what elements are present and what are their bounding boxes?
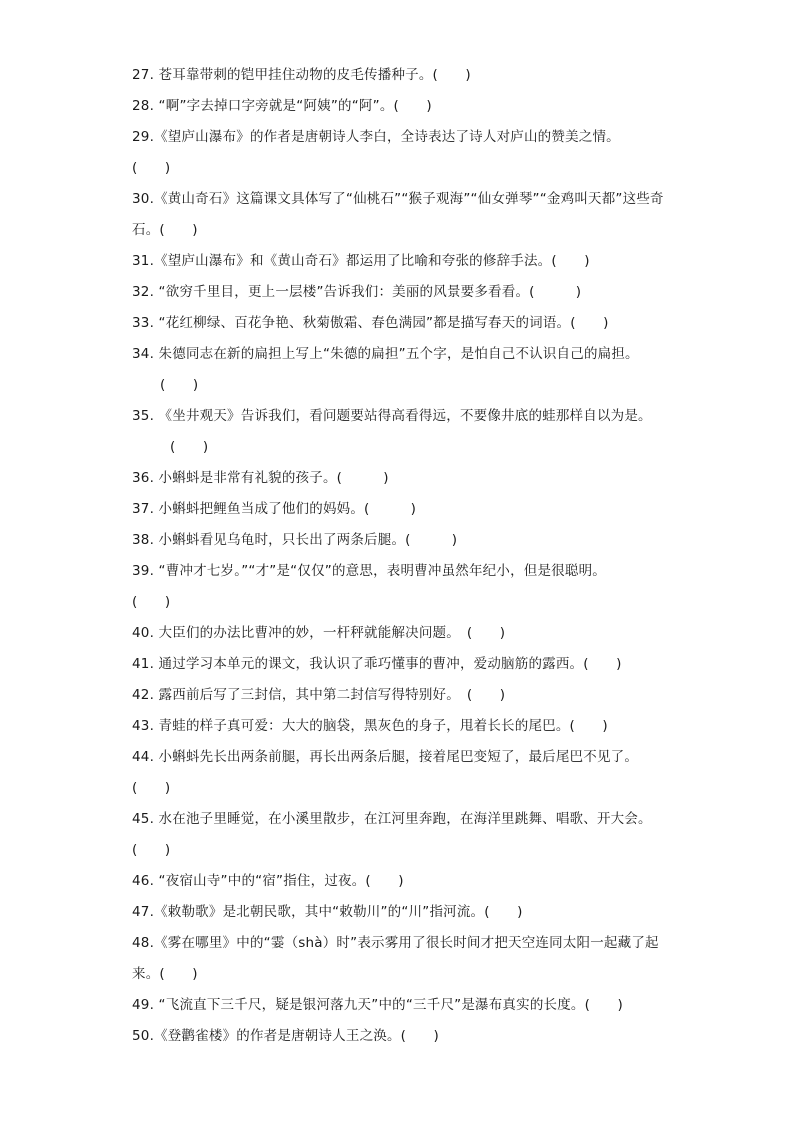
question-46: 46. “夜宿山寺”中的“宿”指住，过夜。( ) [132,873,404,889]
question-40: 40. 大臣们的办法比曹冲的妙，一杆秤就能解决问题。 ( ) [132,625,506,641]
question-35: 35. 《坐井观天》告诉我们，看问题要站得高看得远，不要像井底的蛙那样自以为是。 [132,408,652,424]
question-39-answer: ( ) [132,594,171,610]
question-34-answer: ( ) [160,377,199,393]
question-45: 45. 水在池子里睡觉，在小溪里散步，在江河里奔跑，在海洋里跳舞、唱歌、开大会。 [132,811,652,827]
question-29: 29.《望庐山瀑布》的作者是唐朝诗人李白，全诗表达了诗人对庐山的赞美之情。 [132,129,620,145]
question-49: 49. “飞流直下三千尺，疑是银河落九天”中的“三千尺”是瀑布真实的长度。( ) [132,997,623,1013]
question-35-answer: ( ) [170,439,209,455]
question-44-answer: ( ) [132,780,171,796]
question-43: 43. 青蛙的样子真可爱：大大的脑袋，黑灰色的身子，甩着长长的尾巴。( ) [132,718,608,734]
question-36: 36. 小蝌蚪是非常有礼貌的孩子。( ) [132,470,389,486]
question-38: 38. 小蝌蚪看见乌龟时，只长出了两条后腿。( ) [132,532,458,548]
question-42: 42. 露西前后写了三封信，其中第二封信写得特别好。 ( ) [132,687,506,703]
question-41: 41. 通过学习本单元的课文，我认识了乖巧懂事的曹冲，爱动脑筋的露西。( ) [132,656,622,672]
question-29-answer: ( ) [132,160,171,176]
question-48-continued: 来。( ) [132,966,198,982]
question-30: 30.《黄山奇石》这篇课文具体写了“仙桃石”“猴子观海”“仙女弹琴”“金鸡叫天都”这些奇 [132,191,664,207]
question-list [132,62,672,1054]
question-31: 31.《望庐山瀑布》和《黄山奇石》都运用了比喻和夸张的修辞手法。( ) [132,253,590,269]
question-32: 32. “欲穷千里目，更上一层楼”告诉我们：美丽的风景要多看看。( ) [132,284,582,300]
question-33: 33. “花红柳绿、百花争艳、秋菊傲霜、春色满园”都是描写春天的词语。( ) [132,315,609,331]
question-27: 27. 苍耳靠带刺的铠甲挂住动物的皮毛传播种子。( ) [132,67,471,83]
question-44: 44. 小蝌蚪先长出两条前腿，再长出两条后腿，接着尾巴变短了，最后尾巴不见了。 [132,749,639,765]
question-47: 47.《敕勒歌》是北朝民歌，其中“敕勒川”的“川”指河流。( ) [132,904,523,920]
question-50: 50.《登鹳雀楼》的作者是唐朝诗人王之涣。( ) [132,1028,440,1044]
question-37: 37. 小蝌蚪把鲤鱼当成了他们的妈妈。( ) [132,501,417,517]
question-34: 34. 朱德同志在新的扁担上写上“朱德的扁担”五个字，是怕自己不认识自己的扁担。 [132,346,639,362]
question-30-continued: 石。( ) [132,222,198,238]
question-39: 39. “曹冲才七岁。”“才”是“仅仅”的意思，表明曹冲虽然年纪小，但是很聪明。 [132,563,606,579]
question-45-answer: ( ) [132,842,171,858]
question-28: 28. “啊”字去掉口字旁就是“阿姨”的“阿”。( ) [132,98,432,114]
question-48: 48.《雾在哪里》中的“霎（shà）时”表示雾用了很长时间才把天空连同太阳一起藏了起 [132,935,659,951]
